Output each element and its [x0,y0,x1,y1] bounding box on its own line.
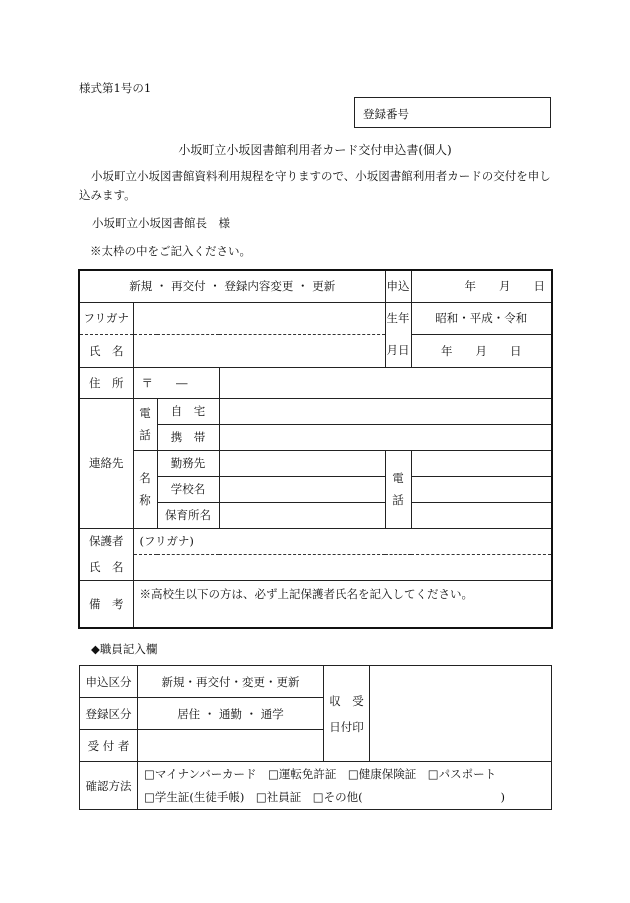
application-category-options[interactable]: 新規・再交付・変更・更新 [138,666,324,698]
school-phone-field[interactable] [411,476,552,502]
remarks-label: 備 考 [79,580,133,628]
guardian-label: 保護者 [79,528,133,554]
school-field[interactable] [219,476,385,502]
org-phone-char-1: 電 [392,471,404,485]
application-label: 申込 [385,270,411,302]
address-label: 住 所 [79,367,133,398]
receiver-field[interactable] [138,730,324,762]
era-options[interactable]: 昭和・平成・令和 [411,302,552,334]
verification-line-2[interactable]: □学生証(生徒手帳) □社員証 □その他( ) [144,789,506,804]
recipient: 小坂町立小坂図書館長 様 [92,216,230,230]
application-category-label: 申込区分 [80,666,138,698]
registration-number-box[interactable] [354,97,551,128]
verification-line-1[interactable]: □マイナンバーカード □運転免許証 □健康保険証 □パスポート [144,766,497,781]
org-phone-char-2: 話 [392,493,404,507]
registration-category-options[interactable]: 居住 ・ 通勤 ・ 通学 [138,698,324,730]
guardian-furigana-field[interactable]: (フリガナ) [133,528,552,554]
verification-methods[interactable] [138,762,552,810]
receipt-stamp-label-top: 収 受 [329,693,364,708]
application-table [78,269,553,629]
remarks-note[interactable]: ※高校生以下の方は、必ず上記保護者氏名を記入してください。 [133,580,552,628]
org-phone-vertical-label [385,450,411,528]
verification-label: 確認方法 [80,762,138,810]
nursery-field[interactable] [219,502,385,528]
name-char-1: 名 [139,471,151,485]
intro-text: 小坂町立小坂図書館資料利用規程を守りますので、小坂図書館利用者カードの交付を申し込みます。 [79,169,551,202]
nursery-phone-field[interactable] [411,502,552,528]
form-number: 様式第1号の1 [79,81,152,95]
application-date[interactable]: 年 月 日 [411,270,552,302]
name-char-2: 称 [139,493,151,507]
phone-vertical-label [133,398,157,450]
receipt-stamp-label-bottom: 日付印 [329,719,364,734]
home-phone-field[interactable] [219,398,552,424]
workplace-label: 勤務先 [157,450,219,476]
name-label: 氏 名 [79,334,133,367]
birth-date[interactable]: 年 月 日 [411,334,552,367]
workplace-field[interactable] [219,450,385,476]
mobile-phone-label: 携 帯 [157,424,219,450]
guardian-name-field[interactable] [133,554,552,580]
furigana-label: フリガナ [79,302,133,334]
guardian-name-label: 氏 名 [79,554,133,580]
phone-char-2: 話 [139,428,151,442]
staff-table [79,665,552,810]
staff-section-heading: ◆職員記入欄 [91,642,158,656]
furigana-field[interactable] [133,302,385,334]
receipt-stamp-label [324,666,370,762]
org-name-vertical-label [133,450,157,528]
birth-label-bottom: 月日 [385,334,411,367]
contact-label: 連絡先 [79,398,133,528]
form-title: 小坂町立小坂図書館利用者カード交付申込書(個人) [178,143,452,157]
address-field[interactable] [219,367,552,398]
school-label: 学校名 [157,476,219,502]
mobile-phone-field[interactable] [219,424,552,450]
receipt-stamp-area[interactable] [370,666,552,762]
registration-number-label: 登録番号 [363,107,409,121]
postal-code-field[interactable]: 〒 ― [133,367,219,398]
home-phone-label: 自 宅 [157,398,219,424]
receiver-label: 受 付 者 [80,730,138,762]
nursery-label: 保育所名 [157,502,219,528]
name-field[interactable] [133,334,385,367]
workplace-phone-field[interactable] [411,450,552,476]
registration-category-label: 登録区分 [80,698,138,730]
application-type-options[interactable]: 新規 ・ 再交付 ・ 登録内容変更 ・ 更新 [79,270,385,302]
instruction: ※太枠の中をご記入ください。 [90,244,251,258]
phone-char-1: 電 [139,406,151,420]
birth-label-top: 生年 [385,302,411,334]
